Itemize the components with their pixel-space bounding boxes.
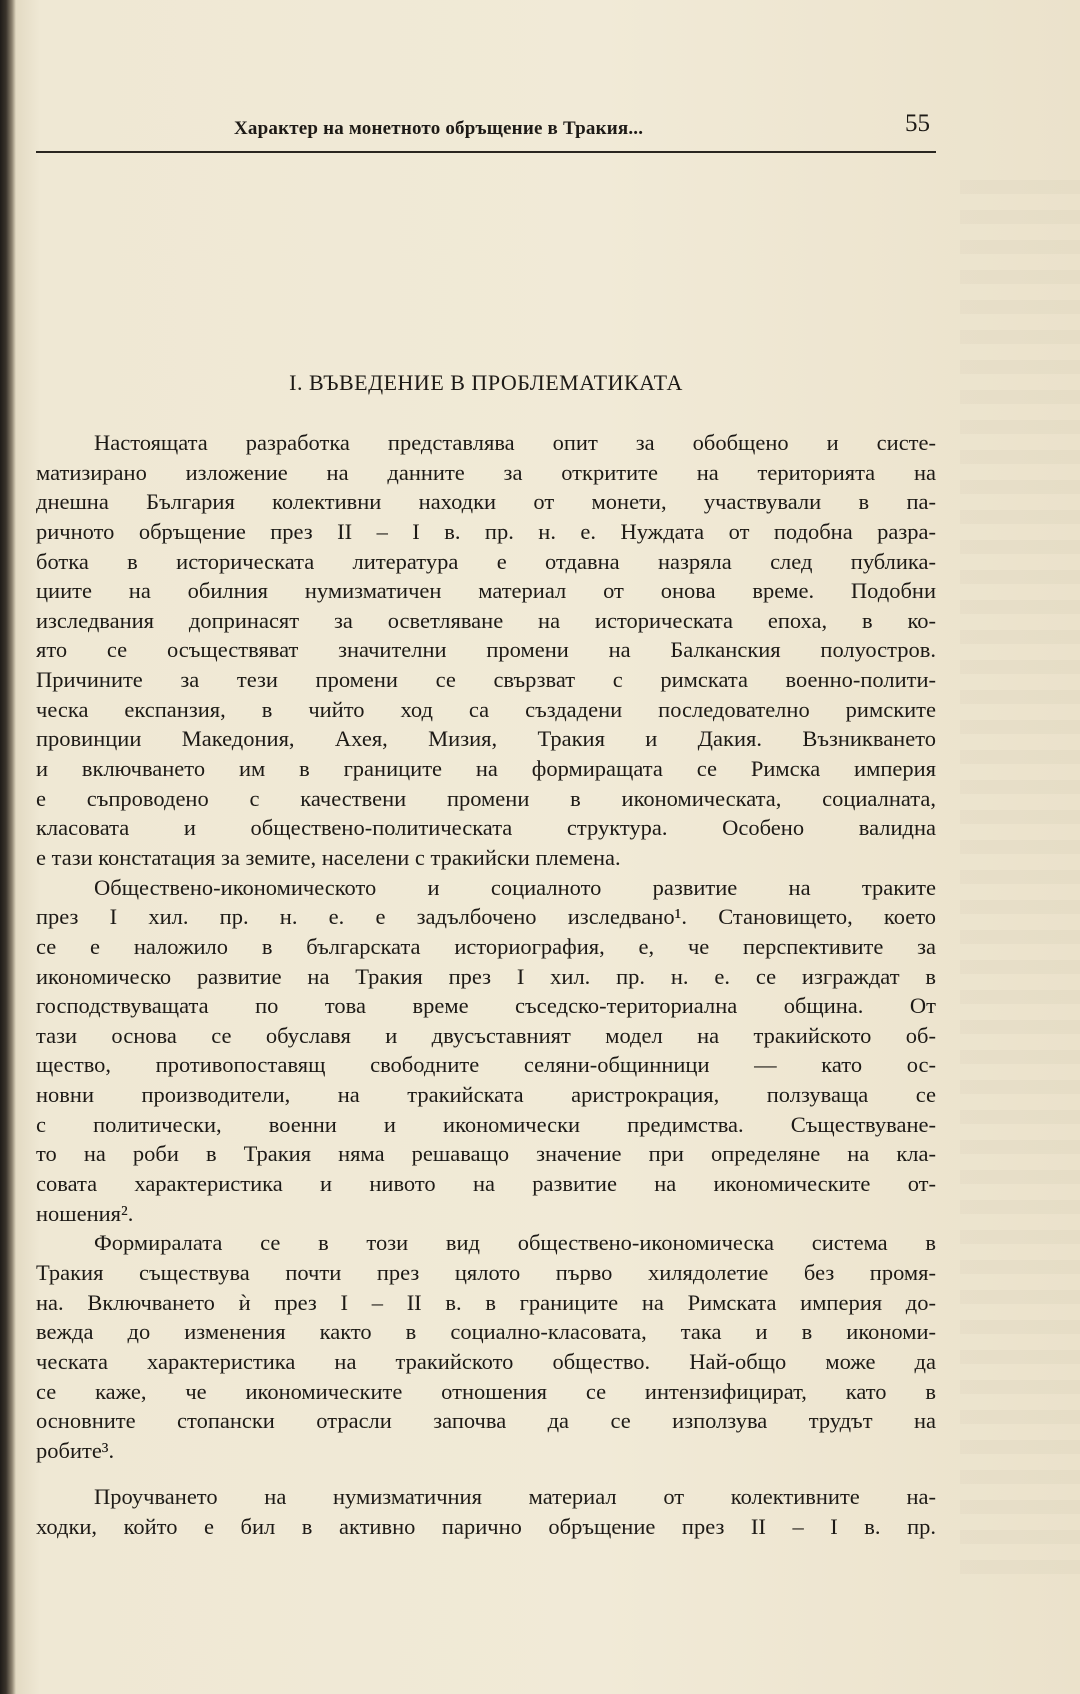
text-line: ходки, който е бил в активно парично обръщение през II – I в. пр. <box>36 1514 936 1540</box>
text-line: Обществено-икономическото и социалното развитие на траките <box>94 874 936 900</box>
text-line: провинции Македония, Ахея, Мизия, Тракия и Дакия. Възникването <box>36 726 936 752</box>
book-spine-shadow <box>0 0 16 1694</box>
text-line: е тази констатация за земите, населени с тракийски племена. <box>36 844 621 870</box>
text-line: Настоящата разработка представлява опит за обобщено и систе- <box>94 430 936 455</box>
text-line: совата характеристика и нивото на развитие на икономическите от- <box>36 1171 936 1197</box>
text-line: циите на обилния нумизматичен материал от онова време. Подобни <box>36 578 936 604</box>
header-rule <box>36 151 936 153</box>
paragraph-4 <box>36 1482 936 1541</box>
text-line: господствуващата по това време съседско-териториална община. От <box>36 993 936 1019</box>
page-number: 55 <box>905 110 930 137</box>
text-line: основните стопански отрасли започва да се използува трудът на <box>36 1408 936 1434</box>
text-line: през I хил. пр. н. е. е задълбочено изследвано¹. Становището, което <box>36 904 936 930</box>
text-line: Причините за тези промени се свързват с римската военно-полити- <box>36 667 936 693</box>
paragraph-gap <box>36 1465 936 1482</box>
paragraph-1 <box>36 428 936 873</box>
text-line: с политически, военни и икономически предимства. Съществуване- <box>36 1111 936 1137</box>
running-header <box>36 108 936 152</box>
text-line: матизирано изложение на данните за откритите на територията на <box>36 459 936 485</box>
text-line: тази основа се обуславя и двусъставният модел на тракийското об- <box>36 1022 936 1048</box>
section-title: I. ВЪВЕДЕНИЕ В ПРОБЛЕМАТИКАТА <box>289 370 683 395</box>
text-line: вежда до изменения както в социално-класовата, така и в икономи- <box>36 1319 936 1345</box>
text-line: на. Включването ѝ през I – II в. в границите на Римската империя до- <box>36 1289 936 1315</box>
text-line: то на роби в Тракия няма решаващо значение при определяне на кла- <box>36 1141 936 1167</box>
text-line: ношения². <box>36 1200 134 1226</box>
text-line: новни производители, на тракийската аристрокрация, ползуваща се <box>36 1082 936 1108</box>
text-line: ческа експанзия, в чийто ход са създадени последователно римските <box>36 696 936 722</box>
text-line: днешна България колективни находки от монети, участвували в па- <box>36 489 936 515</box>
text-line: щество, противопоставящ свободните селяни-общинници — като ос- <box>36 1052 936 1078</box>
text-line: се е наложило в българската историография, е, че перспективите за <box>36 933 936 959</box>
text-line: и включването им в границите на формиращата се Римска империя <box>36 756 936 782</box>
text-line: ричното обръщение през II – I в. пр. н. е. Нуждата от подобна разра- <box>36 518 936 544</box>
text-line: Формиралата се в този вид обществено-икономическа система в <box>94 1230 936 1256</box>
text-line: робите³. <box>36 1437 115 1463</box>
paragraph-3 <box>36 1228 936 1465</box>
text-line: е съпроводено с качествени промени в икономическата, социалната, <box>36 785 936 811</box>
text-line: изследвания допринасят за осветляване на историческата епоха, в ко- <box>36 607 936 633</box>
body-text <box>36 428 936 1542</box>
text-line: ботка в историческата литература е отдавна назряла след публика- <box>36 548 936 574</box>
text-line: икономическо развитие на Тракия през I хил. пр. н. е. се изграждат в <box>36 963 936 989</box>
bleed-through-margin <box>960 180 1080 1580</box>
text-line: се каже, че икономическите отношения се интензифицират, като в <box>36 1378 936 1404</box>
text-line: ческата характеристика на тракийското общество. Най-общо може да <box>36 1348 936 1374</box>
paragraph-2 <box>36 873 936 1229</box>
text-line: класовата и обществено-политическата структура. Особено валидна <box>36 815 936 841</box>
text-line: ято се осъществяват значителни промени на Балканския полуостров. <box>36 637 936 663</box>
text-line: Проучването на нумизматичния материал от колективните на- <box>94 1484 936 1510</box>
running-title: Характер на монетното обръщение в Тракия... <box>234 118 644 139</box>
text-line: Тракия съществува почти през цялото първо хилядолетие без промя- <box>36 1259 936 1285</box>
